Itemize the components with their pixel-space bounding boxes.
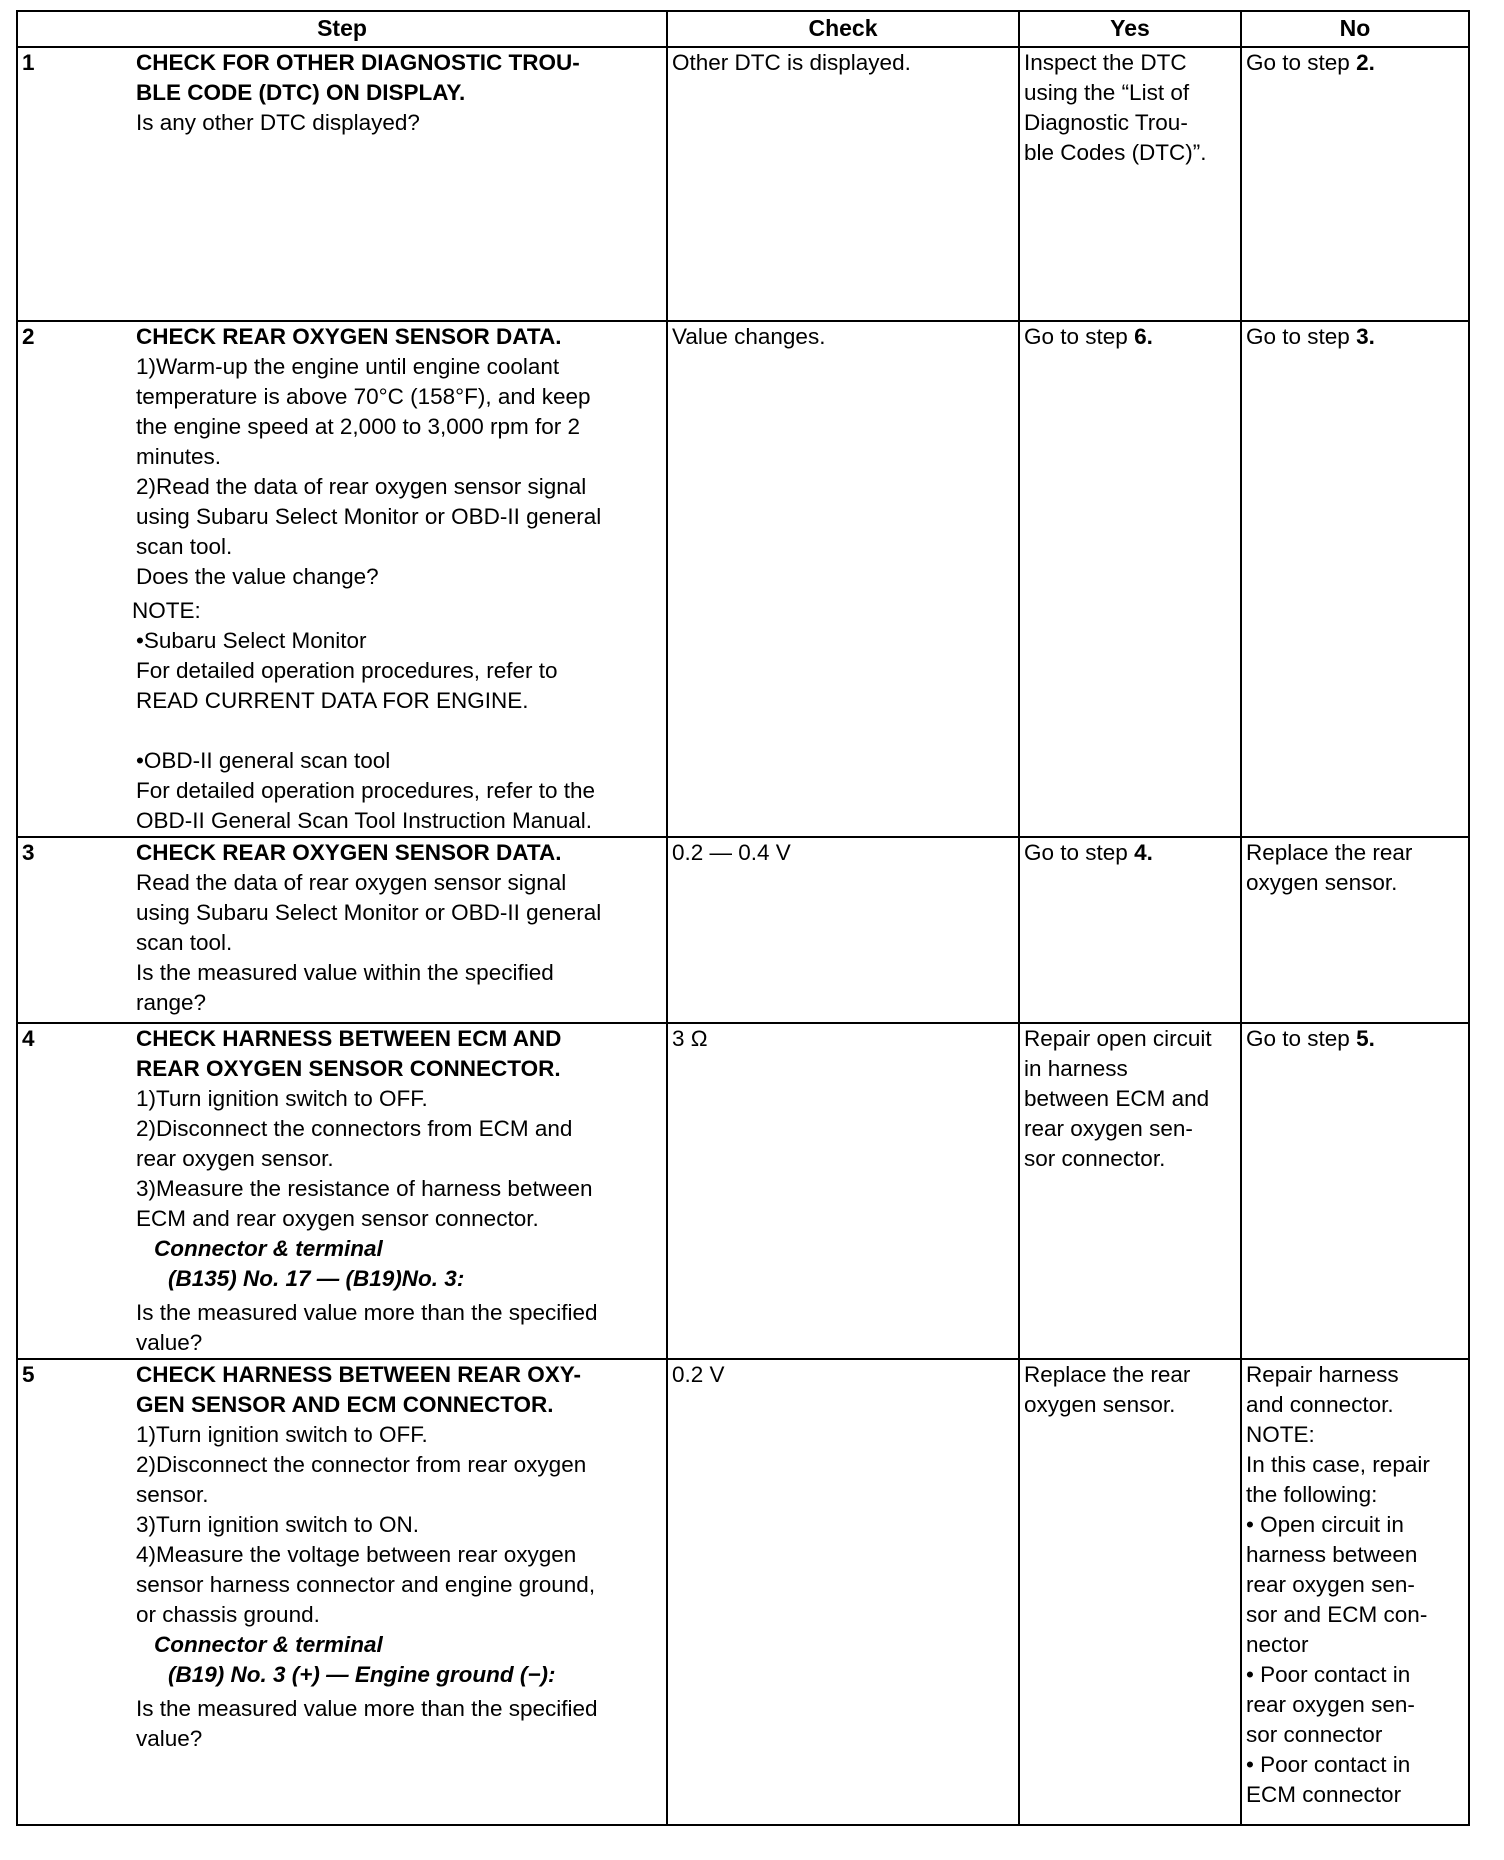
header-check: Check <box>667 11 1019 47</box>
note-line: •Subaru Select Monitor <box>136 628 367 653</box>
step-text-line: using Subaru Select Monitor or OBD-II general <box>136 900 602 925</box>
yes-goto-step: 6. <box>1134 324 1153 349</box>
yes-goto-text: Go to step <box>1024 324 1135 349</box>
table-row <box>17 47 1469 321</box>
check-cell: 0.2 — 0.4 V <box>667 837 1019 1023</box>
note-line: OBD-II General Scan Tool Instruction Manual. <box>136 808 593 833</box>
step-text-line: Does the value change? <box>136 564 379 589</box>
yes-line: in harness <box>1024 1056 1128 1081</box>
yes-cell <box>1019 47 1241 321</box>
no-goto-step: 3. <box>1356 324 1375 349</box>
no-line: nector <box>1246 1632 1309 1657</box>
no-goto-step: 5. <box>1356 1026 1375 1051</box>
no-line: • Poor contact in <box>1246 1752 1411 1777</box>
table-row <box>17 1359 1469 1825</box>
step-text-line: 1)Warm-up the engine until engine coolant <box>136 354 560 379</box>
yes-line: sor connector. <box>1024 1146 1166 1171</box>
note-line: •OBD-II general scan tool <box>136 748 391 773</box>
connector-terminal-value: (B135) No. 17 — (B19)No. 3: <box>168 1266 465 1291</box>
no-goto-text: Go to step <box>1246 50 1357 75</box>
yes-line: Replace the rear <box>1024 1362 1191 1387</box>
step-text-line: rear oxygen sensor. <box>136 1146 334 1171</box>
check-cell: 3 Ω <box>667 1023 1019 1359</box>
note-line: For detailed operation procedures, refer to <box>136 658 558 683</box>
step-description <box>132 1023 667 1359</box>
step-text-line: ECM and rear oxygen sensor connector. <box>136 1206 539 1231</box>
step-text-line: 2)Disconnect the connectors from ECM and <box>136 1116 573 1141</box>
yes-line: Inspect the DTC <box>1024 50 1187 75</box>
step-description <box>132 47 667 321</box>
step-question-line: Is the measured value more than the specified <box>136 1696 598 1721</box>
no-cell <box>1241 837 1469 1023</box>
table-row <box>17 837 1469 1023</box>
no-line: In this case, repair <box>1246 1452 1430 1477</box>
note-label: NOTE: <box>132 598 201 623</box>
no-line: rear oxygen sen- <box>1246 1692 1415 1717</box>
header-no: No <box>1241 11 1469 47</box>
step-text-line: scan tool. <box>136 534 233 559</box>
no-goto-step: 2. <box>1356 50 1375 75</box>
yes-line: using the “List of <box>1024 80 1190 105</box>
step-text-line: 1)Turn ignition switch to OFF. <box>136 1086 428 1111</box>
no-line: sor and ECM con- <box>1246 1602 1428 1627</box>
header-row <box>17 11 1469 47</box>
check-cell: Other DTC is displayed. <box>667 47 1019 321</box>
step-title-line: CHECK HARNESS BETWEEN REAR OXY- <box>136 1362 582 1387</box>
step-question-line: Is the measured value more than the specified <box>136 1300 598 1325</box>
step-description <box>132 837 667 1023</box>
yes-cell <box>1019 321 1241 837</box>
no-line: the following: <box>1246 1482 1378 1507</box>
spacer <box>136 716 662 746</box>
no-cell <box>1241 321 1469 837</box>
diagnostic-table <box>16 10 1470 1826</box>
step-text-line: 3)Measure the resistance of harness between <box>136 1176 593 1201</box>
step-description <box>132 1359 667 1825</box>
no-line: NOTE: <box>1246 1422 1315 1447</box>
step-title-line: GEN SENSOR AND ECM CONNECTOR. <box>136 1392 554 1417</box>
note-line: READ CURRENT DATA FOR ENGINE. <box>136 688 529 713</box>
step-number: 2 <box>17 321 132 837</box>
header-yes: Yes <box>1019 11 1241 47</box>
step-title-line: REAR OXYGEN SENSOR CONNECTOR. <box>136 1056 561 1081</box>
no-goto-text: Go to step <box>1246 1026 1357 1051</box>
no-line: harness between <box>1246 1542 1418 1567</box>
step-title-line: CHECK REAR OXYGEN SENSOR DATA. <box>136 840 562 865</box>
step-number: 4 <box>17 1023 132 1359</box>
yes-cell <box>1019 1023 1241 1359</box>
step-text-line: Is the measured value within the specified <box>136 960 554 985</box>
no-line: • Poor contact in <box>1246 1662 1411 1687</box>
yes-cell <box>1019 837 1241 1023</box>
step-number: 1 <box>17 47 132 321</box>
no-line: Replace the rear <box>1246 840 1413 865</box>
connector-terminal-value: (B19) No. 3 (+) — Engine ground (−): <box>168 1662 556 1687</box>
yes-line: rear oxygen sen- <box>1024 1116 1193 1141</box>
step-text-line: 4)Measure the voltage between rear oxygen <box>136 1542 577 1567</box>
step-text-line: 3)Turn ignition switch to ON. <box>136 1512 420 1537</box>
step-text-line: Is any other DTC displayed? <box>136 110 420 135</box>
yes-line: Repair open circuit <box>1024 1026 1212 1051</box>
step-question-line: value? <box>136 1330 203 1355</box>
yes-line: Diagnostic Trou- <box>1024 110 1188 135</box>
yes-goto-text: Go to step <box>1024 840 1135 865</box>
step-title-line: CHECK HARNESS BETWEEN ECM AND <box>136 1026 562 1051</box>
connector-terminal-label: Connector & terminal <box>154 1236 383 1261</box>
no-line: sor connector <box>1246 1722 1383 1747</box>
step-text-line: temperature is above 70°C (158°F), and keep <box>136 384 591 409</box>
step-text-line: 2)Disconnect the connector from rear oxygen <box>136 1452 587 1477</box>
step-number: 3 <box>17 837 132 1023</box>
no-cell <box>1241 1023 1469 1359</box>
step-title-line: CHECK FOR OTHER DIAGNOSTIC TROU- <box>136 50 580 75</box>
no-goto-text: Go to step <box>1246 324 1357 349</box>
step-number: 5 <box>17 1359 132 1825</box>
connector-terminal-label: Connector & terminal <box>154 1632 383 1657</box>
note-line: For detailed operation procedures, refer to the <box>136 778 596 803</box>
step-text-line: 2)Read the data of rear oxygen sensor signal <box>136 474 587 499</box>
yes-line: ble Codes (DTC)”. <box>1024 140 1207 165</box>
check-cell: Value changes. <box>667 321 1019 837</box>
no-line: ECM connector <box>1246 1782 1402 1807</box>
no-line: and connector. <box>1246 1392 1394 1417</box>
no-cell <box>1241 1359 1469 1825</box>
check-cell: 0.2 V <box>667 1359 1019 1825</box>
table-row <box>17 321 1469 837</box>
yes-cell <box>1019 1359 1241 1825</box>
no-line: rear oxygen sen- <box>1246 1572 1415 1597</box>
step-text-line: 1)Turn ignition switch to OFF. <box>136 1422 428 1447</box>
yes-goto-step: 4. <box>1134 840 1153 865</box>
step-text-line: sensor. <box>136 1482 209 1507</box>
no-cell <box>1241 47 1469 321</box>
step-text-line: or chassis ground. <box>136 1602 320 1627</box>
step-title-line: CHECK REAR OXYGEN SENSOR DATA. <box>136 324 562 349</box>
step-text-line: range? <box>136 990 207 1015</box>
step-text-line: using Subaru Select Monitor or OBD-II general <box>136 504 602 529</box>
table-row <box>17 1023 1469 1359</box>
no-line: oxygen sensor. <box>1246 870 1398 895</box>
step-text-line: Read the data of rear oxygen sensor signal <box>136 870 567 895</box>
step-text-line: the engine speed at 2,000 to 3,000 rpm for 2 <box>136 414 581 439</box>
no-line: Repair harness <box>1246 1362 1399 1387</box>
step-title-line: BLE CODE (DTC) ON DISPLAY. <box>136 80 466 105</box>
step-question-line: value? <box>136 1726 203 1751</box>
step-text-line: sensor harness connector and engine ground, <box>136 1572 596 1597</box>
no-line: • Open circuit in <box>1246 1512 1404 1537</box>
yes-line: oxygen sensor. <box>1024 1392 1176 1417</box>
header-step: Step <box>17 11 667 47</box>
step-text-line: scan tool. <box>136 930 233 955</box>
yes-line: between ECM and <box>1024 1086 1210 1111</box>
step-description <box>132 321 667 837</box>
step-text-line: minutes. <box>136 444 222 469</box>
